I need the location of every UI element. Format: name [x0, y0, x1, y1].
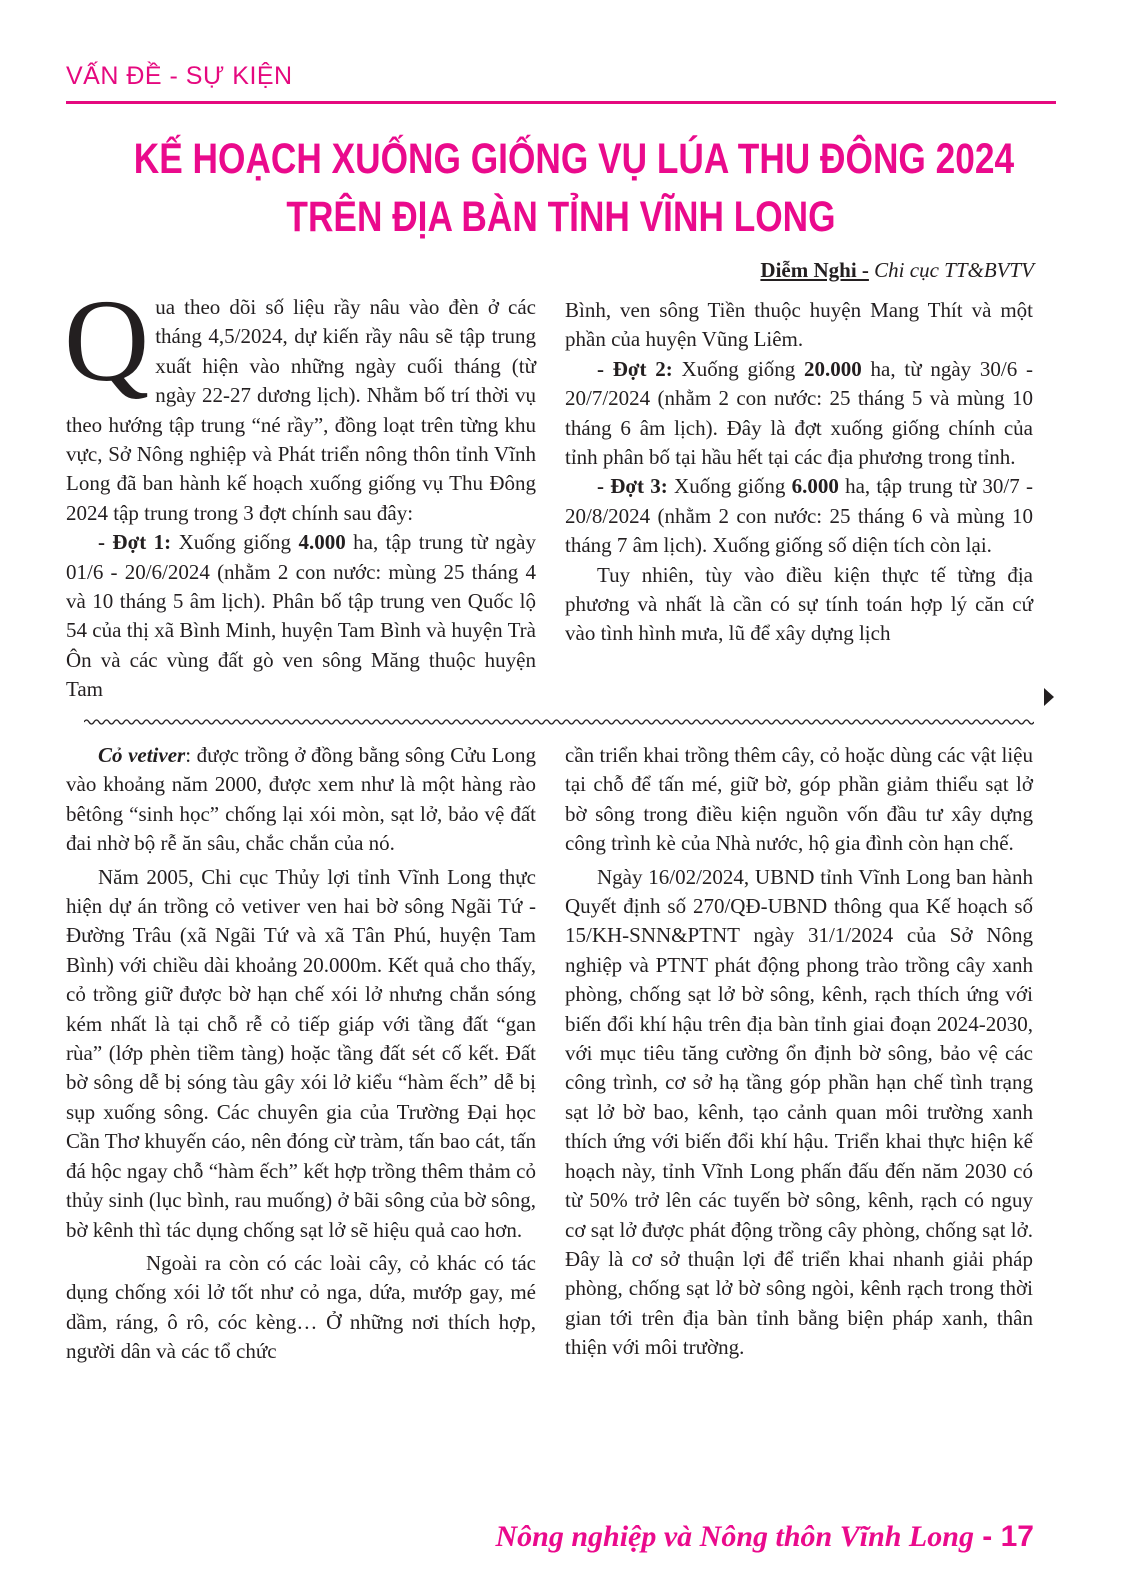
- phase-1-text-b: ha, tập trung từ ngày 01/6 - 20/6/2024 (nhằm 2 con nước: mùng 25 tháng 4 và 10 tháng 5 âm lịch). Phân bố tập trung ven Quốc lộ 54 của thị xã Bình Minh, huyện Tam Bình và huyện Trà Ôn và các vùng đất gò ven sông Măng thuộc huyện Tam: [66, 530, 536, 702]
- paragraph-continuation: cần triển khai trồng thêm cây, cỏ hoặc dùng các vật liệu tại chỗ để tấn mé, giữ bờ, góp phần giảm thiểu sạt lở bờ sông trong điều kiện nguồn vốn đầu tư xây dựng công trình kè của Nhà nước, hộ gia đình còn hạn chế.: [565, 743, 1033, 856]
- article1-column-left: [64, 275, 536, 705]
- magazine-name: Nông nghiệp và Nông thôn Vĩnh Long: [495, 1520, 974, 1553]
- phase-1-paragraph: [66, 528, 536, 704]
- vetiver-text: : được trồng ở đồng bằng sông Cửu Long vào khoảng năm 2000, được xem như là một hàng rào bêtông “sinh học” chống lại xói mòn, sạt lở, bảo vệ đất đai nhờ bộ rễ ăn sâu, chắc chắn của nó.: [66, 743, 536, 856]
- closing-paragraph: Tuy nhiên, tùy vào điều kiện thực tế từng địa phương và nhất là cần có sự tính toán hợp lý căn cứ vào tình hình mưa, lũ để xây dựng lịch: [565, 562, 1033, 646]
- header-rule: [66, 101, 1056, 104]
- page-number: 17: [1000, 1520, 1034, 1553]
- byline-organization: Chi cục TT&BVTV: [874, 258, 1034, 282]
- phase-3-paragraph: [565, 472, 1033, 560]
- phase-3-text-a: Xuống giống: [667, 474, 792, 499]
- paragraph-2005: Năm 2005, Chi cục Thủy lợi tỉnh Vĩnh Long thực hiện dự án trồng cỏ vetiver ven hai bờ sông Ngãi Tứ - Đường Trâu (xã Ngãi Tứ và xã Tân Phú, huyện Tam Bình) với chiều dài khoảng 20.000m. Kết quả cho thấy, cỏ trồng giữ được bờ hạn chế xói lở nhưng chắn sóng kém nhất là tại chỗ rễ cỏ tiếp giáp với tầng đất “gan rùa” (lớp phèn tiềm tàng) hoặc tầng đất sét cố kết. Đất bờ sông dễ bị sóng tàu gây xói lở kiểu “hàm ếch” dễ bị sụp xuống sông. Các chuyên gia của Trường Đại học Cần Thơ khuyến cáo, nên đóng cừ tràm, tấn bao cát, tấn đá hộc ngay chỗ “hàm ếch” kết hợp trồng thêm thảm cỏ thủy sinh (lục bình, rau muống) ở bãi sông của bờ sông, bờ kênh thì tác dụng chống sạt lở sẽ hiệu quả cao hơn.: [66, 864, 536, 1242]
- article2-column-right: [565, 741, 1033, 1363]
- drop-cap: Q: [64, 275, 150, 406]
- phase-2-text-b: ha, từ ngày 30/6 - 20/7/2024 (nhằm 2 con nước: 25 tháng 5 và mùng 10 tháng 6 âm lịch). Đây là đợt xuống giống chính của tỉnh phân bố tại hầu hết tại các địa phương trong tỉnh.: [565, 356, 1033, 470]
- wavy-divider: [84, 716, 1034, 728]
- section-label: VẤN ĐỀ - SỰ KIỆN: [66, 62, 293, 90]
- vetiver-label: Cỏ vetiver: [98, 743, 186, 767]
- vetiver-paragraph: [66, 741, 536, 859]
- phase-1-text-a: Xuống giống: [171, 530, 299, 555]
- byline-author: Diễm Nghi -: [760, 258, 869, 282]
- phase-3-text-b: ha, tập trung từ 30/7 - 20/8/2024 (nhằm 2 con nước: 25 tháng 6 và mùng 10 tháng 7 âm lịch). Xuống giống số diện tích còn lại.: [565, 474, 1033, 558]
- phase-2-label: - Đợt 2:: [597, 356, 673, 381]
- article1-column-right: [565, 296, 1033, 649]
- phase-1-area: 4.000: [298, 530, 346, 555]
- article-title-line-2: TRÊN ĐỊA BÀN TỈNH VĨNH LONG: [286, 193, 836, 241]
- footer-separator: -: [973, 1520, 1001, 1553]
- phase-2-text-a: Xuống giống: [672, 356, 805, 381]
- phase-1-continuation: Bình, ven sông Tiền thuộc huyện Mang Thít và một phần của huyện Vũng Liêm.: [565, 298, 1033, 352]
- intro-text: ua theo dõi số liệu rầy nâu vào đèn ở các tháng 4,5/2024, dự kiến rầy nâu sẽ tập trung xuất hiện vào những ngày cuối tháng (từ ngày 22-27 dương lịch). Nhằm bố trí thời vụ theo hướng tập trung “né rầy”, đồng loạt trên từng khu vực, Sở Nông nghiệp và Phát triển nông thôn tỉnh Vĩnh Long đã ban hành kế hoạch xuống giống vụ Thu Đông 2024 tập trung trong 3 đợt chính sau đây:: [66, 295, 536, 525]
- paragraph-other-plants: Ngoài ra còn có các loài cây, cỏ khác có tác dụng chống xói lở tốt như cỏ nga, dứa, mướp gay, mé dầm, ráng, ô rô, cóc kèng… Ở những nơi thích hợp, người dân và các tổ chức: [66, 1250, 536, 1364]
- arrow-right-icon: [1044, 688, 1054, 706]
- paragraph-2024-decision: Ngày 16/02/2024, UBND tỉnh Vĩnh Long ban hành Quyết định số 270/QĐ-UBND thông qua Kế hoạch số 15/KH-SNN&PTNT ngày 31/1/2024 của Sở Nông nghiệp và PTNT phát động phong trào trồng cây xanh phòng, chống sạt lở bờ sông, kênh, rạch thích ứng với biến đổi khí hậu trên địa bàn tỉnh giai đoạn 2024-2030, với mục tiêu tăng cường ổn định bờ sông, bảo vệ các công trình, cơ sở hạ tầng góp phần hạn chế tình trạng sạt lở bờ bao, kênh, tạo cảnh quan môi trường xanh thích ứng với biến đổi khí hậu. Triển khai thực hiện kế hoạch này, tỉnh Vĩnh Long phấn đấu đến năm 2030 có từ 50% trở lên các tuyến bờ sông, kênh, rạch có nguy cơ sạt lở được phát động trồng cây phòng, chống sạt lở. Đây là cơ sở thuận lợi để triển khai nhanh giải pháp phòng, chống sạt lở bờ sông ngòi, kênh rạch trong thời gian tới trên địa bàn tỉnh bằng biện pháp xanh, thân thiện với môi trường.: [565, 864, 1033, 1360]
- phase-3-area: 6.000: [791, 474, 839, 499]
- article2-column-left: [66, 741, 536, 1367]
- article1-intro: [64, 275, 536, 528]
- phase-3-label: - Đợt 3:: [597, 474, 668, 499]
- article-title-line-1: KẾ HOẠCH XUỐNG GIỐNG VỤ LÚA THU ĐÔNG 2024: [133, 135, 1015, 183]
- phase-1-label: - Đợt 1:: [98, 530, 172, 555]
- page-footer: [495, 1520, 1034, 1554]
- phase-2-area: 20.000: [804, 356, 862, 381]
- phase-2-paragraph: [565, 355, 1033, 473]
- byline: [760, 258, 1034, 283]
